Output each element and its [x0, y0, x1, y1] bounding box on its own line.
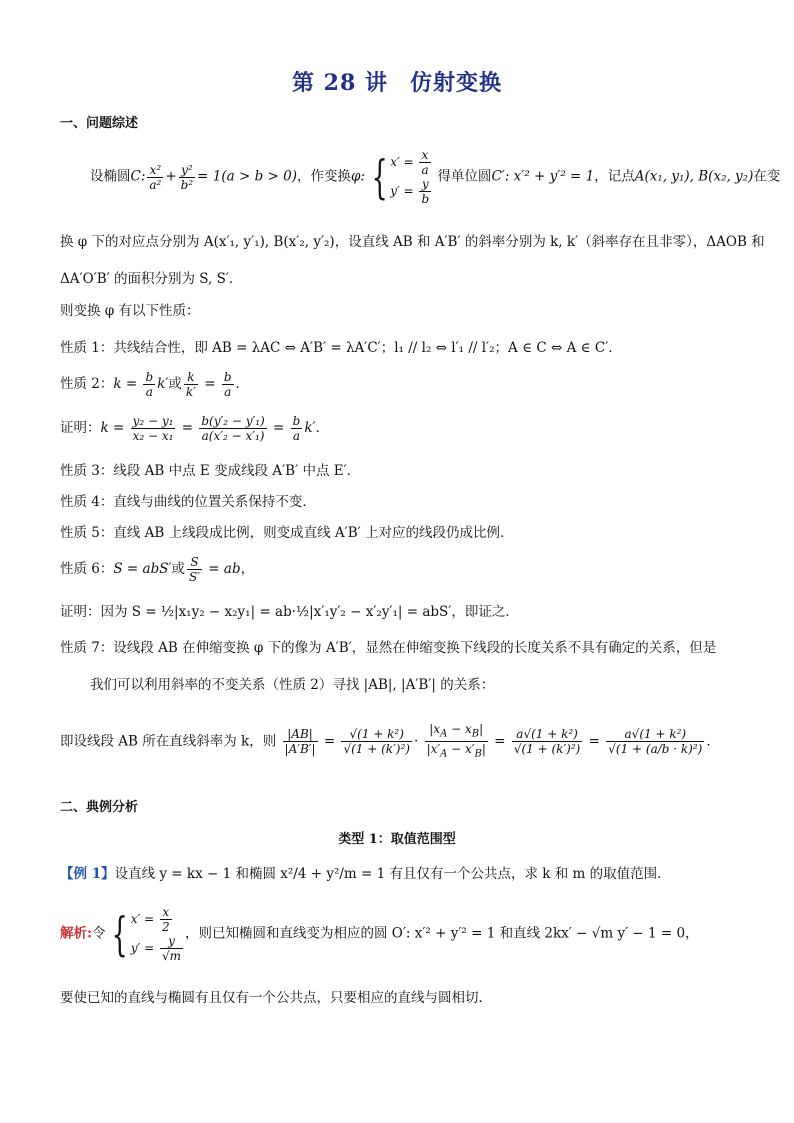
- property-4: 性质 4：直线与曲线的位置关系保持不变．: [60, 494, 316, 510]
- property-1: 性质 1：共线结合性，即 AB = λAC ⇔ A′B′ = λA′C′；l₁ // l₂ ⇔ l′₁ // l′₂；A ∈ C ⇔ A ∈ C′．: [60, 340, 622, 356]
- proof-1: 证明：k = $\frac{\text{y₂ − y₁}}{\text{x₂ − x₁}}$ = $\frac{\text{b(y′₂ − y′₁)}}{\text{a(x′₂ − x′₁)}}$ = $\frac{b}{a}$ k′．: [60, 414, 330, 443]
- lecture-number: 第 28 讲: [292, 70, 388, 96]
- property-5: 性质 5：直线 AB 上线段成比例，则变成直线 A′B′ 上对应的线段仍成比例．: [60, 525, 514, 541]
- intro-line-4: 则变换 φ 有以下性质：: [60, 303, 200, 319]
- lecture-name: 仿射变换: [409, 70, 502, 96]
- transform-system: x′ = $\frac{x}{a}$ y′ = $\frac{y}{b}$: [390, 148, 430, 206]
- property-7-formula: 即设线段 AB 所在直线斜率为 k，则 $\frac{|AB|}{|A'B'|}$ = $\frac{\text{√(1 + k²)}}{\text{√(1 + (k′)²)}}$ · $\frac{|x_A - x_B|}{|x'_A - x'_B|}$ = $\frac{\text{a√(1 + k²)}}{\text{√(1 + (k′)²)}}$ = $\frac{\text{a√(1 + k²)}}{\text{√(1 + (a/b · k)²)}}$ ．: [60, 722, 720, 760]
- example-1: 【例 1】设直线 y = kx − 1 和椭圆 x²/4 + y²/m = 1 有且仅有一个公共点，求 k 和 m 的取值范围．: [60, 866, 671, 882]
- solution-label: 解析:: [60, 925, 92, 942]
- intro-line-3: ΔA′O′B′ 的面积分别为 S, S′．: [60, 271, 243, 287]
- solution-system: x′ = $\frac{x}{2}$ y′ = $\frac{y}{√m}$: [130, 905, 181, 963]
- page-title: [0, 66, 794, 97]
- property-7: 性质 7：设线段 AB 在伸缩变换 φ 下的像为 A′B′，显然在伸缩变换下线段的长度关系不具有确定的关系，但是: [60, 640, 717, 656]
- solution-line-2: 要使已知的直线与椭圆有且仅有一个公共点，只要相应的直线与圆相切．: [60, 990, 492, 1006]
- section-heading-examples: 二、典例分析: [60, 800, 139, 815]
- example-tag: 【例 1】: [60, 866, 115, 882]
- type-title: 类型 1：取值范围型: [338, 832, 456, 847]
- property-7-cont: 我们可以利用斜率的不变关系（性质 2）寻找 |AB|, |A′B′| 的关系：: [90, 677, 495, 693]
- solution-line-1: 解析:令 { x′ = $\frac{x}{2}$ y′ = $\frac{y}{√m}$ ，则已知椭圆和直线变为相应的圆 O′: x′² + y′² = 1 和直线 2kx′ − √m y′ − 1 = 0，: [60, 905, 699, 963]
- property-3: 性质 3：线段 AB 中点 E 变成线段 A′B′ 中点 E′．: [60, 463, 361, 479]
- intro-line-1: 设椭圆C: $\frac{\text{x²}}{\text{a²}}$ + $\frac{\text{y²}}{\text{b²}}$ = 1(a > b > 0)，作变换φ: { x′ = $\frac{x}{a}$ y′ = $\frac{y}{b}$ 得单位圆C′: x′² + y′² = 1，记点A(x₁, y₁), B(x₂, y₂)在变: [90, 148, 781, 206]
- section-heading-overview: 一、问题综述: [60, 116, 139, 131]
- intro-line-2: 换 φ 下的对应点分别为 A(x′₁, y′₁), B(x′₂, y′₂)，设直线 AB 和 A′B′ 的斜率分别为 k, k′（斜率存在且非零），ΔAOB 和: [60, 234, 765, 250]
- property-6: 性质 6：S = abS′或 $\frac{S}{S'}$ = ab，: [60, 555, 255, 584]
- frac-y2-b2: $\frac{\text{y²}}{\text{b²}}$: [180, 162, 194, 192]
- proof-2: 证明：因为 S = ½|x₁y₂ − x₂y₁| = ab·½|x′₁y′₂ − x′₂y′₁| = abS′，即证之．: [60, 604, 519, 620]
- property-2: 性质 2：k = $\frac{b}{a}$ k′或 $\frac{k}{k'}$ = $\frac{b}{a}$ ．: [60, 370, 249, 399]
- frac-x2-a2: $\frac{\text{x²}}{\text{a²}}$: [149, 162, 162, 192]
